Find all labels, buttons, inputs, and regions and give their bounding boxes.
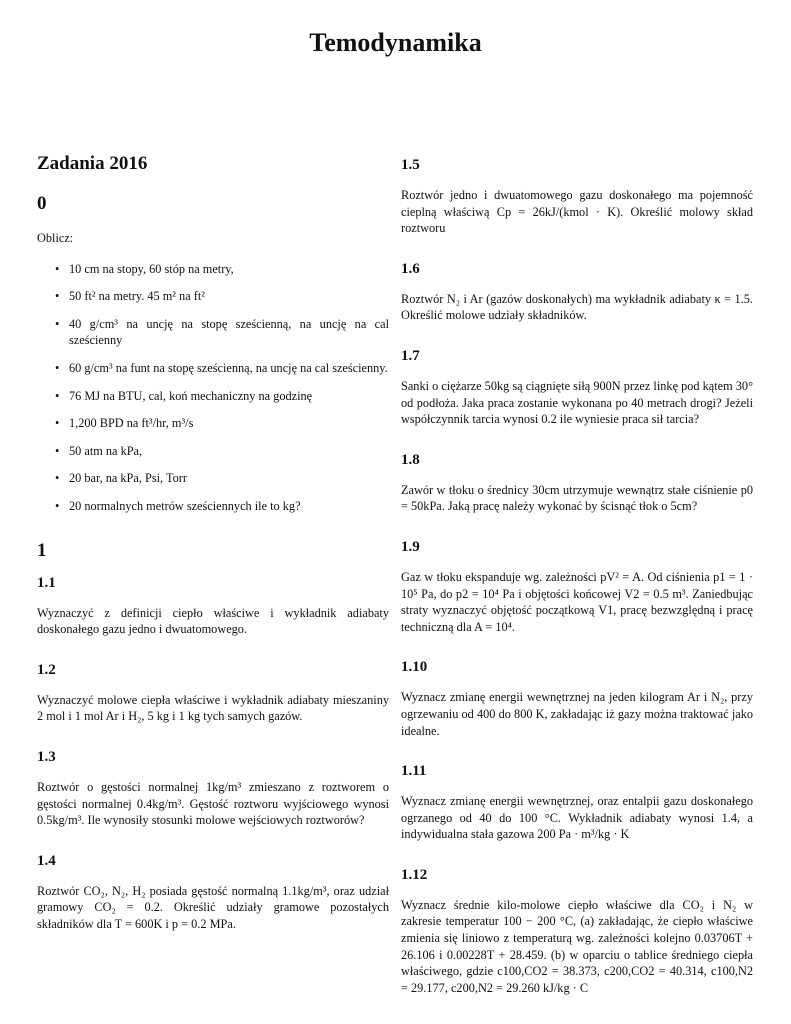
problem-heading: 1.9 [401,538,420,555]
problem-1-3 [37,747,389,829]
list-item: • 50 ft² na metry. 45 m² na ft² [37,288,389,305]
problem-heading: 1.3 [37,748,56,765]
problem-heading: 1.4 [37,852,56,869]
intro-text: Oblicz: [37,231,74,245]
list-item: • 20 normalnych metrów sześciennych ile to kg? [37,498,389,515]
problem-text: Wyznaczyć molowe ciepła właściwe i wykładnik adiabaty mieszaniny 2 mol i 1 mol Ar i H₂, 5 kg i 1 kg tych samych gazów. [37,692,389,724]
heading-1: 1 [37,539,47,561]
left-column [37,152,389,954]
section-title: Zadania 2016 [37,153,148,174]
problem-1-7 [401,346,753,428]
problem-1-12 [401,865,753,997]
problem-1-1 [37,573,389,638]
problem-heading: 1.7 [401,347,420,364]
problem-heading: 1.5 [401,157,420,173]
problem-text: Zawór w tłoku o średnicy 30cm utrzymuje wewnątrz stałe ciśnienie p0 = 50kPa. Jaką pracę należy wykonać by ścisnąć tłok o 5cm? [401,482,753,514]
list-item: • 60 g/cm³ na funt na stopę sześcienną, na uncję na cal sześcienny. [37,360,389,377]
problem-heading: 1.12 [401,866,428,883]
problem-text: Roztwór CO₂, N₂, H₂ posiada gęstość normalną 1.1kg/m³, oraz udział gramowy CO₂ = 0.2. Określić udziały gramowe pozostałych składników dla T = 600K i p = 0.2 MPa. [37,883,389,931]
problem-text: Roztwór N₂ i Ar (gazów doskonałych) ma wykładnik adiabaty κ = 1.5. Określić molowe udziały składników. [401,291,753,323]
list-item: • 50 atm na kPa, [37,443,389,460]
problem-heading: 1.6 [401,260,420,277]
problem-text: Wyznacz zmianę energii wewnętrznej na jeden kilogram Ar i N₂, przy ogrzewaniu od 400 do 800 K, zakładając iż gazy można traktować jako idealne. [401,690,753,738]
heading-0: 0 [37,193,47,214]
problem-heading: 1.2 [37,661,56,678]
problem-heading: 1.8 [401,451,420,468]
list-item: • 40 g/cm³ na uncję na stopę sześcienną, na uncję na cal sześcienny [37,316,389,349]
problem-heading: 1.11 [401,763,427,780]
page-title: Temodynamika [309,28,482,57]
list-item: • 1,200 BPD na ft³/hr, m³/s [37,415,389,432]
list-item: • 10 cm na stopy, 60 stóp na metry, [37,261,389,278]
problem-text: Wyznaczyć z definicji ciepło właściwe i wykładnik adiabaty doskonałego gazu jedno i dwuatomowego. [37,605,389,637]
list-item: • 20 bar, na kPa, Psi, Torr [37,470,389,487]
problem-text: Roztwór jedno i dwuatomowego gazu doskonałego ma pojemność cieplną właściwą Cp = 26kJ/(kmol · K). Określić molowy skład roztworu [401,188,753,236]
problem-text: Wyznacz zmianę energii wewnętrznej, oraz entalpii gazu doskonałego ogrzanego od 40 do 100 °C. Wykładnik adiabaty wynosi 1.4, a indywidualna stała gazowa 200 Pa · m³/kg · K [401,794,753,842]
problem-text: Wyznacz średnie kilo-molowe ciepło właściwe dla CO₂ i N₂ w zakresie temperatur 100 − 200 °C, (a) zakładając, że ciepło właściwe zmienia się liniowo z temperaturą wg. zależności kolejno 0.03706T + 26.106 i 0.00228T + 28.459. (b) w oparciu o tablice średniego ciepła właściwego, gdzie c100,CO2 = 38.373, c200,CO2 = 40.314, c100,N2 = 29.177, c200,N2 = 29.260 kJ/kg · C [401,897,753,995]
right-column [401,155,753,1018]
problem-1-2 [37,660,389,725]
problem-text: Sanki o ciężarze 50kg są ciągnięte siłą 900N przez linkę pod kątem 30° od podłoża. Jaka praca zostanie wykonana po 40 metrach drogi? Jeżeli współczynnik tarcia wynosi 0.2 ile wyniesie praca sił tarcia? [401,378,753,427]
problem-text: Roztwór o gęstości normalnej 1kg/m³ zmieszano z roztworem o gęstości normalnej 0.4kg/m³. Gęstość roztworu wyjściowego wynosi 0.5kg/m³. Ile wynosiły stosunki molowe wejściowych roztworów? [37,779,389,828]
problem-1-8 [401,450,753,515]
problem-1-5 [401,155,753,237]
problem-1-10 [401,657,753,739]
problem-heading: 1.1 [37,574,56,591]
list-item: • 76 MJ na BTU, cal, koń mechaniczny na godzinę [37,388,389,405]
problem-heading: 1.10 [401,659,428,676]
problem-1-6 [401,259,753,324]
problem-text: Gaz w tłoku ekspanduje wg. zależności pV² = A. Od ciśnienia p1 = 1 · 10⁵ Pa, do p2 = 10⁴ Pa i objętości końcowej V2 = 0.5 m³. Zaniedbując straty wyznaczyć objętość początkową V1, pracę bezwzględną i pracę techniczną dla A = 10⁴. [401,569,753,634]
problem-1-11 [401,761,753,843]
problem-1-9 [401,537,753,635]
problem-1-4 [37,851,389,933]
conversion-list [37,261,389,515]
